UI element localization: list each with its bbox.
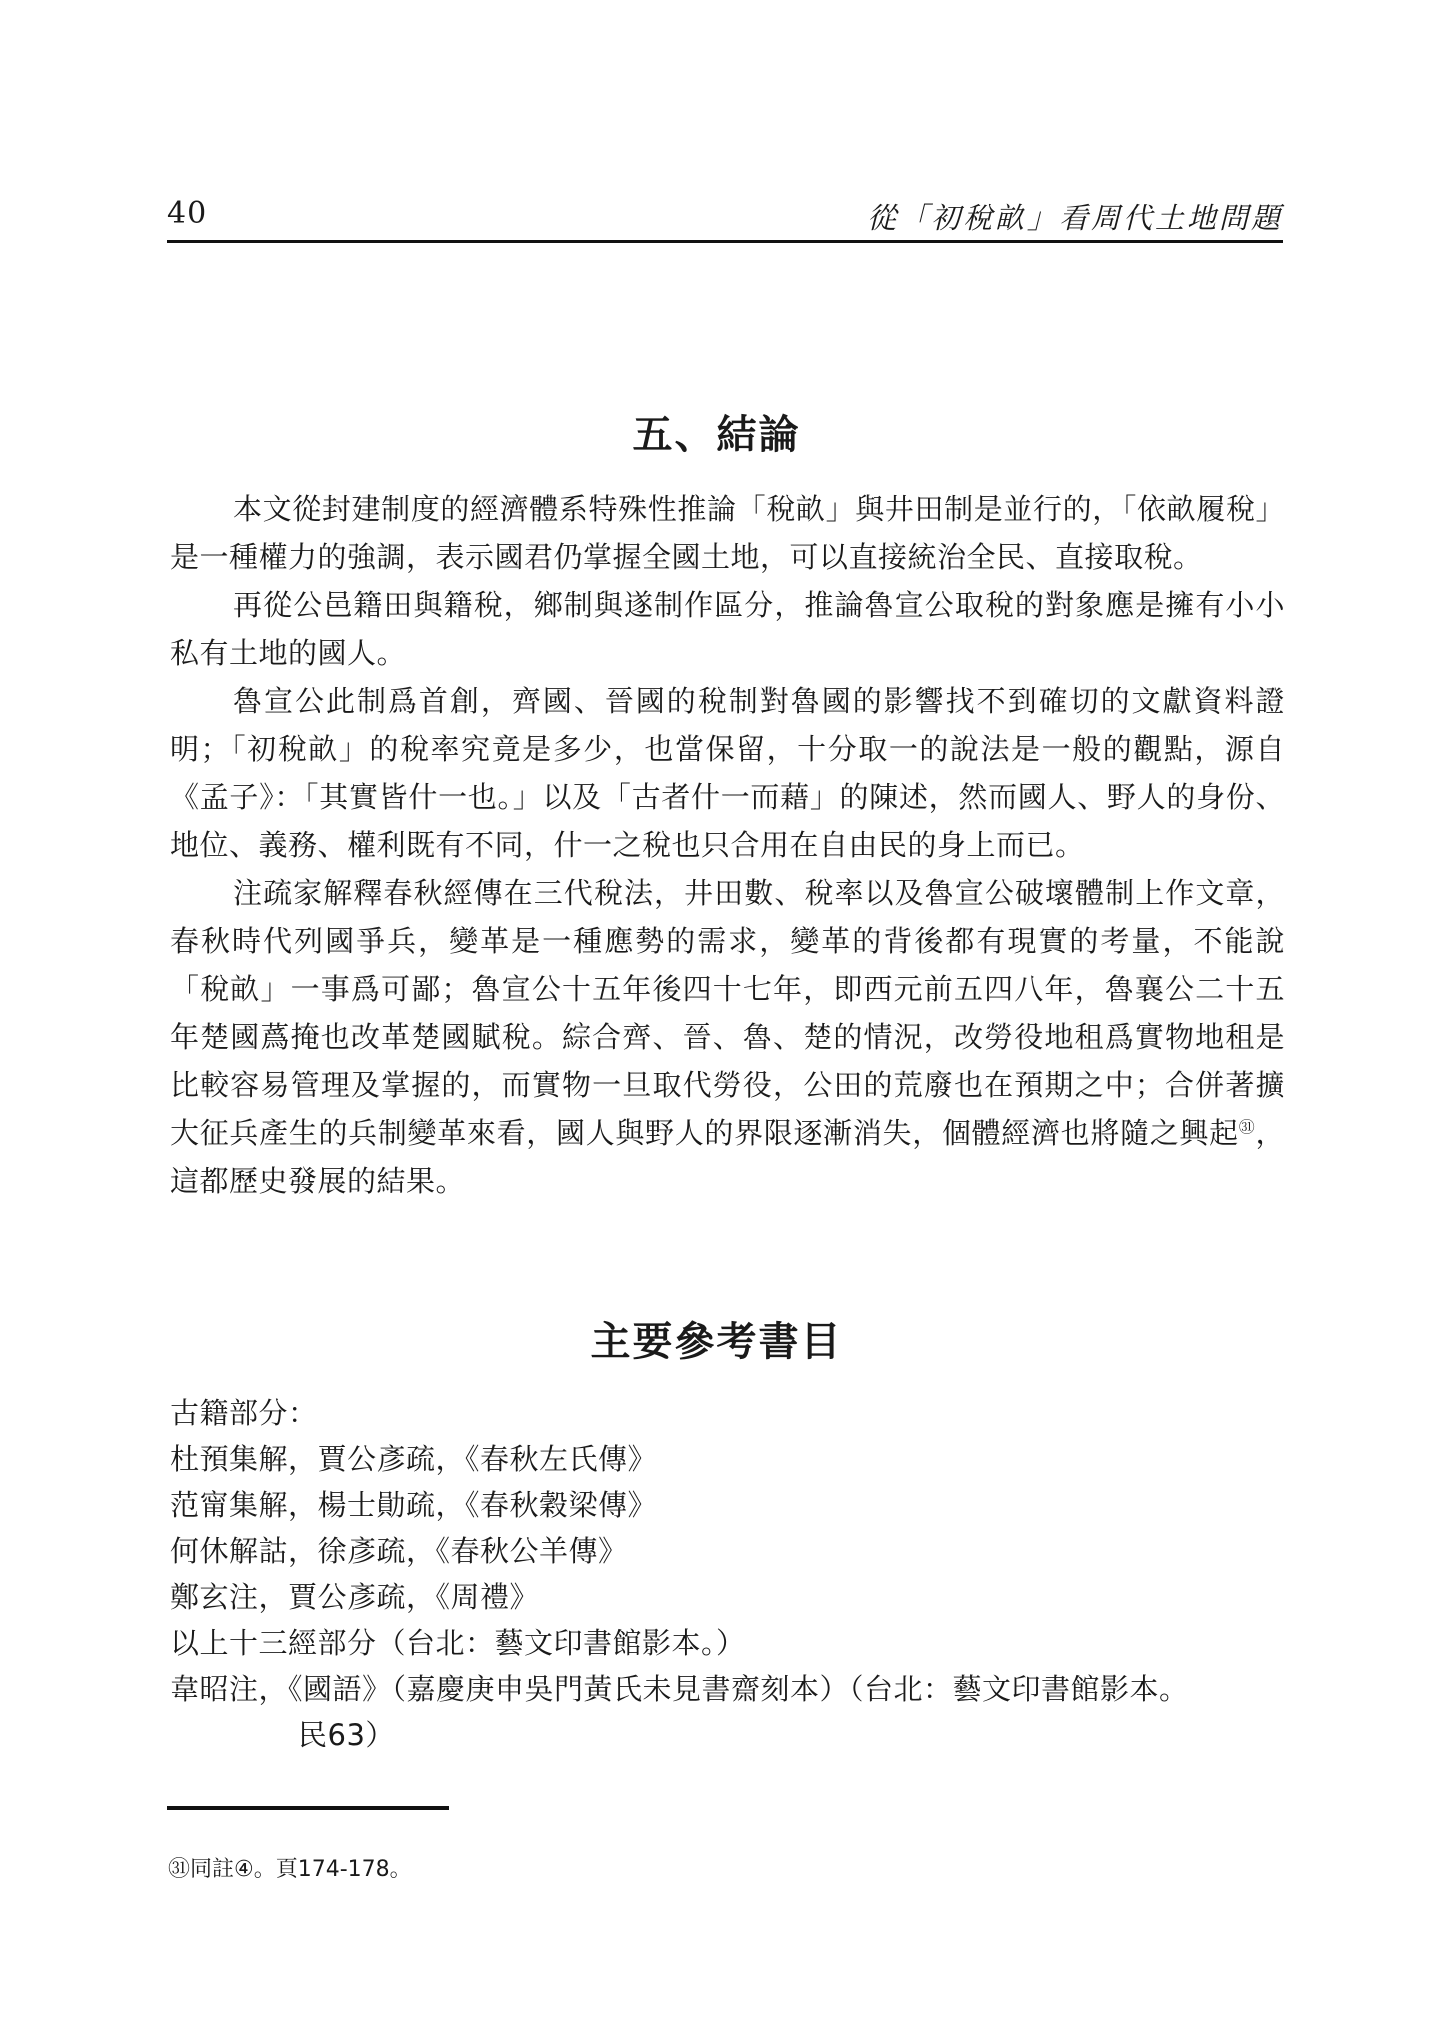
references-list (170, 1390, 1285, 1758)
conclusion-paragraph-4-closing: ，這都歷史發展的結果。 (170, 1116, 1285, 1198)
footnote-marker: ㉛ (1238, 1117, 1256, 1137)
reference-item: 何休解詁，徐彥疏，《春秋公羊傳》 (170, 1534, 628, 1568)
conclusion-heading: 五、結論 (632, 412, 801, 458)
reference-item: 鄭玄注，賈公彥疏，《周禮》 (170, 1580, 540, 1614)
reference-item: 韋昭注，《國語》（嘉慶庚申吳門黃氏未見書齋刻本）（台北：藝文印書館影本。 (170, 1672, 1189, 1706)
conclusion-paragraph-1: 本文從封建制度的經濟體系特殊性推論「稅畝」與井田制是並行的，「依畝履稅」是一種權力的強調，表示國君仍掌握全國土地，可以直接統治全民、直接取稅。 (170, 492, 1285, 574)
references-heading: 主要參考書目 (590, 1319, 843, 1365)
reference-item: 杜預集解，賈公彥疏，《春秋左氏傳》 (170, 1442, 658, 1476)
reference-item: 范甯集解，楊士勛疏，《春秋穀梁傳》 (170, 1488, 658, 1522)
footnote-text: ㉛同註④。頁174-178。 (168, 1857, 412, 1882)
conclusion-body (170, 485, 1285, 1205)
conclusion-paragraph-4-text: 注疏家解釋春秋經傳在三代稅法，井田數、稅率以及魯宣公破壞體制上作文章，春秋時代列國爭兵，變革是一種應勢的需求，變革的背後都有現實的考量，不能說「稅畝」一事爲可鄙；魯宣公十五年後四十七年，即西元前五四八年，魯襄公二十五年楚國蔿掩也改革楚國賦稅。綜合齊、晉、魯、楚的情況，改勞役地租爲實物地租是比較容易管理及掌握的，而實物一旦取代勞役，公田的荒廢也在預期之中；合併著擴大征兵產生的兵制變革來看，國人與野人的界限逐漸消失，個體經濟也將隨之興起 (170, 876, 1285, 1150)
running-title: 從「初稅畝」看周代土地問題 (866, 201, 1283, 235)
references-category: 古籍部分： (170, 1396, 318, 1430)
conclusion-paragraph-4 (170, 869, 1285, 1205)
conclusion-paragraph-2: 再從公邑籍田與籍稅，鄉制與遂制作區分，推論魯宣公取稅的對象應是擁有小小私有土地的國人。 (170, 588, 1285, 670)
page-number: 40 (167, 196, 208, 231)
header-rule (167, 240, 1283, 243)
conclusion-paragraph-3: 魯宣公此制爲首創，齊國、晉國的稅制對魯國的影響找不到確切的文獻資料證明；「初稅畝」的稅率究竟是多少，也當保留，十分取一的說法是一般的觀點，源自《孟子》：「其實皆什一也。」以及「古者什一而藉」的陳述，然而國人、野人的身份、地位、義務、權利既有不同，什一之稅也只合用在自由民的身上而已。 (170, 684, 1285, 862)
reference-item: 以上十三經部分（台北：藝文印書館影本。） (170, 1626, 746, 1660)
reference-item-continuation: 民63） (298, 1718, 395, 1752)
footnote-rule (167, 1806, 449, 1810)
